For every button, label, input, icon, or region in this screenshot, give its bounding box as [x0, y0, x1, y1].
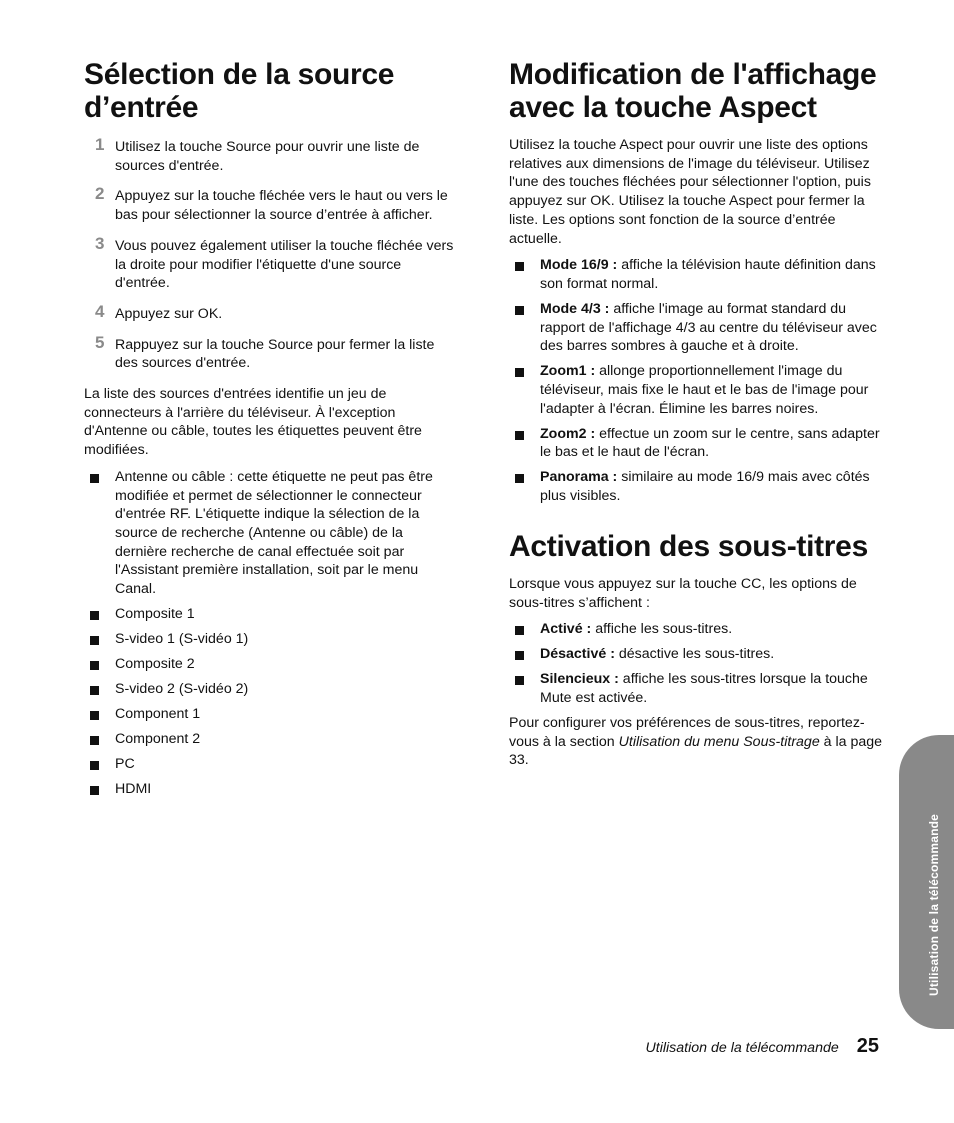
- list-item: Mode 16/9 : affiche la télévision haute définition dans son format normal.: [509, 256, 885, 293]
- list-item: Component 2: [84, 730, 456, 749]
- list-item: Silencieux : affiche les sous-titres lorsque la touche Mute est activée.: [509, 670, 885, 707]
- bullet-square-icon: [515, 474, 524, 483]
- bullet-square-icon: [515, 651, 524, 660]
- chapter-side-tab-label: Utilisation de la télécommande: [927, 813, 941, 996]
- list-item: PC: [84, 755, 456, 774]
- option-label: Désactivé :: [540, 646, 615, 663]
- list-item: S-video 2 (S-vidéo 2): [84, 680, 456, 699]
- section-title-aspect: Modification de l'affichage avec la touche Aspect: [509, 58, 877, 124]
- section-reference: Utilisation du menu Sous-titrage: [618, 733, 820, 750]
- option-label: Activé :: [540, 621, 592, 638]
- bullet-square-icon: [90, 786, 99, 795]
- list-item: Zoom1 : allonge proportionnellement l'image du téléviseur, mais fixe le haut et le bas de l'image pour l'adapter à l'écran. Élimine les barres noires.: [509, 362, 885, 418]
- step-text: Appuyez sur la touche fléchée vers le haut ou vers le bas pour sélectionner la source d’entrée à afficher.: [115, 188, 448, 224]
- step-item: [84, 135, 456, 175]
- right-column: [509, 58, 885, 770]
- step-item: [84, 332, 456, 373]
- list-item: Zoom2 : effectue un zoom sur le centre, sans adapter le bas et le haut de l'écran.: [509, 425, 885, 462]
- list-item: Composite 1: [84, 605, 456, 624]
- list-item: Panorama : similaire au mode 16/9 mais avec côtés plus visibles.: [509, 468, 885, 505]
- step-number: 2: [95, 184, 105, 204]
- list-item: Component 1: [84, 705, 456, 724]
- step-number: 1: [95, 135, 105, 154]
- step-number: 5: [95, 332, 105, 352]
- captions-options-list: [509, 620, 885, 707]
- bullet-square-icon: [515, 368, 524, 377]
- bullet-square-icon: [90, 686, 99, 695]
- aspect-intro: Utilisez la touche Aspect pour ouvrir une liste des options relatives aux dimensions de l'image du téléviseur. Utilisez l'une des touches fléchées pour sélectionner l'option, puis appuyez sur OK. Utilisez la touche Aspect pour fermer la liste. Les options sont fonction de la source d’entrée actuelle.: [509, 137, 871, 247]
- steps-list: [84, 135, 456, 373]
- bullet-square-icon: [90, 736, 99, 745]
- captions-intro: Lorsque vous appuyez sur la touche CC, les options de sous-titres s’affichent :: [509, 575, 857, 611]
- step-item: [84, 184, 456, 224]
- bullet-square-icon: [90, 761, 99, 770]
- step-text: Rappuyez sur la touche Source pour fermer la liste des sources d'entrée.: [115, 336, 435, 372]
- step-text: Vous pouvez également utiliser la touche fléchée vers la droite pour modifier l'étiquette d'une source d'entrée.: [115, 237, 454, 292]
- bullet-square-icon: [515, 306, 524, 315]
- option-label: Panorama :: [540, 469, 618, 486]
- page-footer: [646, 1035, 879, 1058]
- option-label: Zoom2 :: [540, 425, 596, 442]
- source-list-paragraph: La liste des sources d'entrées identifie un jeu de connecteurs à l'arrière du téléviseur. À l'exception d'Antenne ou câble, toutes les étiquettes peuvent être modifiées.: [84, 386, 422, 459]
- step-text: Appuyez sur OK.: [115, 305, 223, 322]
- bullet-square-icon: [90, 661, 99, 670]
- list-item: HDMI: [84, 780, 456, 799]
- section-title-input-source: Sélection de la source d’entrée: [84, 58, 395, 124]
- captions-outro: Pour configurer vos préférences de sous-titres, reportez-vous à la section Utilisation du menu Sous-titrage à la page 33.: [509, 714, 883, 769]
- option-label: Silencieux :: [540, 671, 619, 688]
- step-number: 3: [95, 233, 105, 253]
- section-title-captions: Activation des sous-titres: [509, 529, 868, 563]
- aspect-options-list: [509, 256, 885, 506]
- bullet-square-icon: [515, 676, 524, 685]
- bullet-square-icon: [90, 711, 99, 720]
- list-item: Activé : affiche les sous-titres.: [509, 620, 885, 639]
- bullet-square-icon: [515, 262, 524, 271]
- bullet-square-icon: [90, 611, 99, 620]
- page-number: 25: [856, 1035, 879, 1057]
- left-column: [84, 58, 456, 805]
- bullet-square-icon: [515, 431, 524, 440]
- option-label: Mode 16/9 :: [540, 257, 618, 274]
- list-item: S-video 1 (S-vidéo 1): [84, 630, 456, 649]
- option-label: Mode 4/3 :: [540, 300, 610, 317]
- step-item: [84, 233, 456, 293]
- step-item: [84, 301, 456, 324]
- step-text: Utilisez la touche Source pour ouvrir une liste de sources d'entrée.: [115, 139, 420, 174]
- option-label: Zoom1 :: [540, 363, 596, 380]
- list-item: Désactivé : désactive les sous-titres.: [509, 645, 885, 664]
- bullet-square-icon: [90, 474, 99, 483]
- step-number: 4: [95, 301, 105, 321]
- source-bullets: [84, 468, 456, 799]
- bullet-square-icon: [90, 636, 99, 645]
- footer-chapter-title: Utilisation de la télécommande: [645, 1040, 839, 1056]
- list-item: Composite 2: [84, 655, 456, 674]
- list-item: Antenne ou câble : cette étiquette ne peut pas être modifiée et permet de sélectionner le connecteur d'entrée RF. L'étiquette indique la sélection de la source de recherche (Antenne ou câble) de la dernière recherche de canal effectuée soit par l'Assistant première installation, soit par le menu Canal.: [84, 468, 456, 599]
- list-item: Mode 4/3 : affiche l'image au format standard du rapport de l'affichage 4/3 au centre du téléviseur avec des barres sombres à gauche et à droite.: [509, 300, 885, 356]
- bullet-square-icon: [515, 626, 524, 635]
